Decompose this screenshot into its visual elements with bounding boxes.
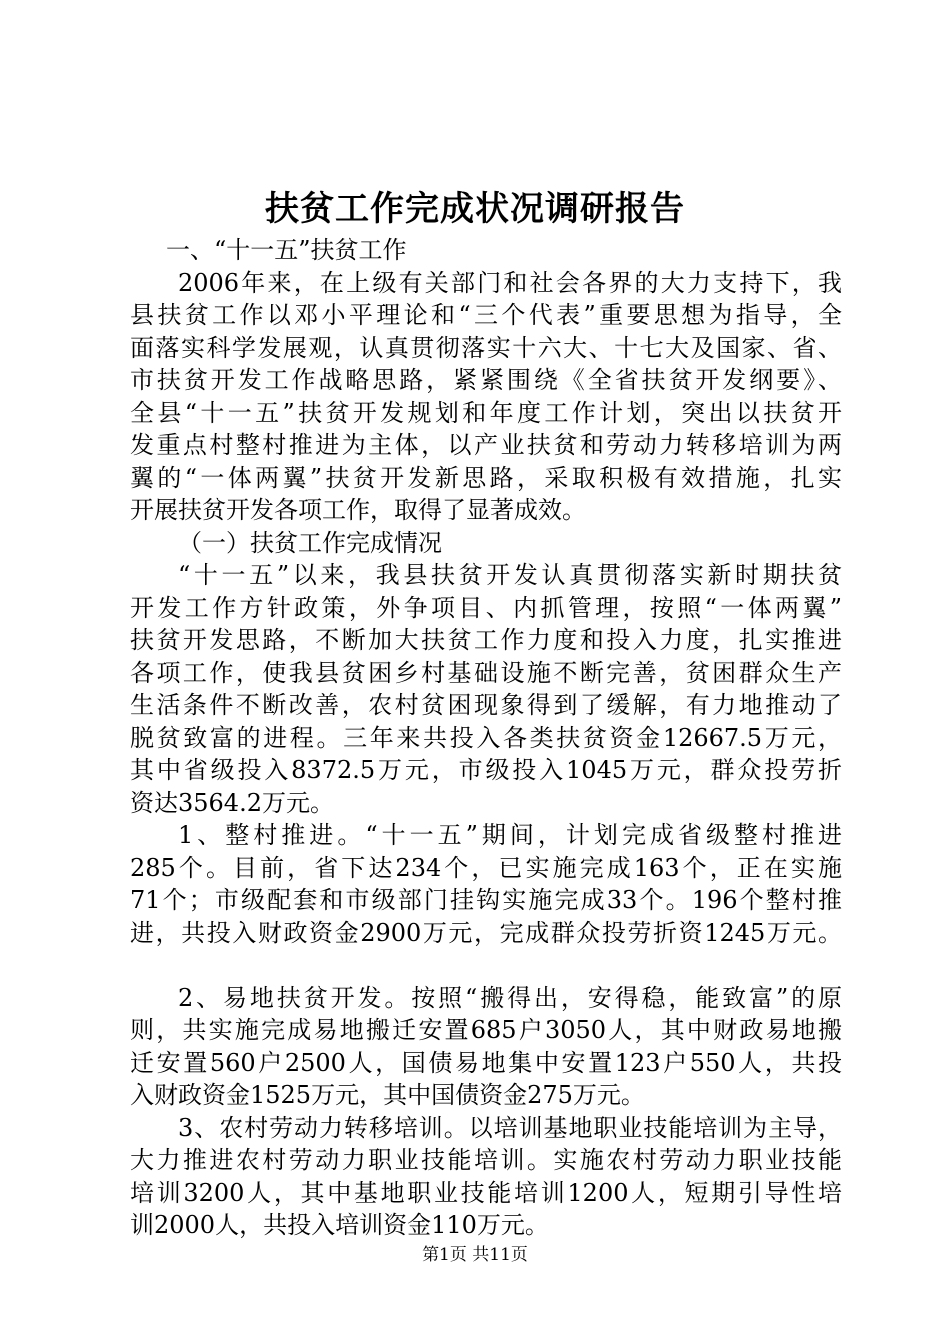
paragraph-line: 培训3200人，其中基地职业技能培训1200人，短期引导性培: [130, 1178, 842, 1207]
paragraph-line: 71个；市级配套和市级部门挂钩实施完成33个。196个整村推: [130, 886, 842, 914]
paragraph-line: 1、整村推进。“十一五”期间，计划完成省级整村推进: [178, 821, 842, 849]
paragraph-line: 生活条件不断改善，农村贫困现象得到了缓解，有力地推动了: [130, 691, 842, 719]
paragraph-line: 2、易地扶贫开发。按照“搬得出，安得稳，能致富”的原: [178, 983, 842, 1012]
paragraph-line: 3、农村劳动力转移培训。以培训基地职业技能培训为主导，: [178, 1113, 842, 1142]
paragraph-line: 则，共实施完成易地搬迁安置685户3050人，其中财政易地搬: [130, 1016, 842, 1044]
paragraph-line: 入财政资金1525万元，其中国债资金275万元。: [130, 1081, 645, 1109]
paragraph-line: 扶贫开发思路，不断加大扶贫工作力度和投入力度，扎实推进: [130, 626, 842, 654]
section-heading: 一、“十一五”扶贫工作: [166, 236, 407, 264]
paragraph-line: 全县“十一五”扶贫开发规划和年度工作计划，突出以扶贫开: [130, 398, 842, 427]
paragraph-line: 县扶贫工作以邓小平理论和“三个代表”重要思想为指导，全: [130, 301, 842, 329]
page-footer: 第1页 共11页: [422, 1245, 528, 1265]
paragraph-line: 脱贫致富的进程。三年来共投入各类扶贫资金12667.5万元，: [130, 723, 842, 752]
paragraph-line: 285个。目前，省下达234个，已实施完成163个，正在实施: [130, 853, 842, 882]
paragraph-line: 开展扶贫开发各项工作，取得了显著成效。: [130, 496, 586, 524]
document-body: [130, 234, 842, 1242]
paragraph-line: “十一五”以来，我县扶贫开发认真贯彻落实新时期扶贫: [178, 561, 842, 589]
paragraph-line: 翼的“一体两翼”扶贫开发新思路，采取积极有效措施，扎实: [130, 463, 842, 492]
blank-line: [130, 949, 842, 982]
paragraph-line: 进，共投入财政资金2900万元，完成群众投劳折资1245万元。: [130, 918, 842, 947]
paragraph-line: 面落实科学发展观，认真贯彻落实十六大、十七大及国家、省、: [130, 333, 842, 362]
paragraph-line: 训2000人，共投入培训资金110万元。: [130, 1211, 549, 1239]
paragraph-line: 各项工作，使我县贫困乡村基础设施不断完善，贫困群众生产: [130, 658, 842, 687]
paragraph-line: 迁安置560户2500人，国债易地集中安置123户550人，共投: [130, 1048, 842, 1077]
paragraph-line: 资达3564.2万元。: [130, 788, 334, 817]
paragraph-line: 开发工作方针政策，外争项目、内抓管理，按照“一体两翼”: [130, 593, 842, 622]
subsection-heading: （一）扶贫工作完成情况: [178, 528, 442, 557]
paragraph-line: 发重点村整村推进为主体，以产业扶贫和劳动力转移培训为两: [130, 431, 842, 459]
document-title: 扶贫工作完成状况调研报告: [265, 189, 685, 229]
paragraph-line: 大力推进农村劳动力职业技能培训。实施农村劳动力职业技能: [130, 1146, 842, 1174]
paragraph-line: 2006年来，在上级有关部门和社会各界的大力支持下，我: [178, 268, 842, 297]
paragraph-line: 市扶贫开发工作战略思路，紧紧围绕《全省扶贫开发纲要》、: [130, 366, 842, 394]
paragraph-line: 其中省级投入8372.5万元，市级投入1045万元，群众投劳折: [130, 756, 842, 784]
